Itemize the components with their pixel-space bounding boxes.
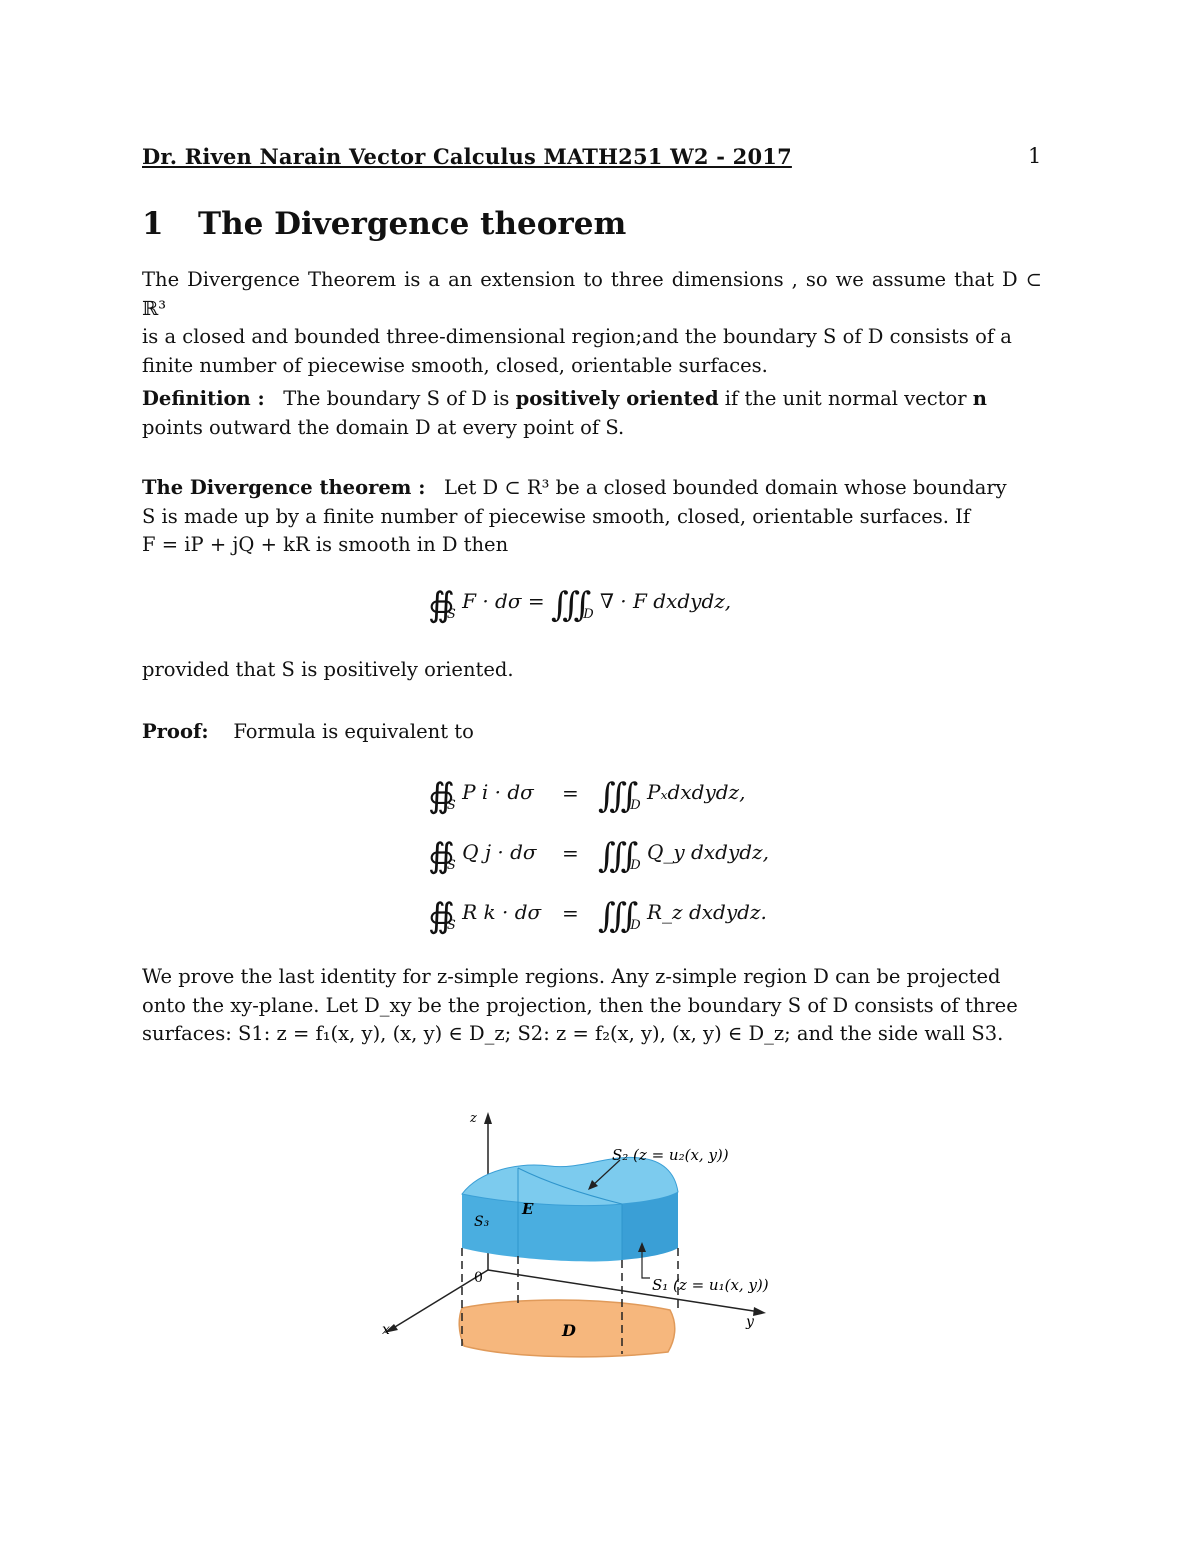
proof-rhs-q — [598, 836, 769, 876]
s2-label: S₂ (z = u₂(x, y)) — [612, 1146, 729, 1164]
theorem-line-3: F = iP + jQ + kR is smooth in D then — [142, 533, 509, 556]
page-header: Dr. Riven Narain Vector Calculus MATH251 W2 - 2017 — [142, 144, 792, 169]
proof-eq-sign: = — [562, 901, 579, 925]
surface-subscript: S — [446, 858, 456, 873]
normal-vector-symbol: n — [972, 387, 987, 410]
definition-text-b: if the unit normal vector — [718, 387, 973, 410]
theorem-label: The Divergence theorem : — [142, 476, 426, 499]
region-figure — [370, 1100, 840, 1370]
proof-line — [142, 718, 1042, 747]
proof-label: Proof: — [142, 720, 209, 743]
proof-eq-sign: = — [562, 781, 579, 805]
s1-label: S₁ (z = u₁(x, y)) — [652, 1276, 769, 1294]
closing-paragraph — [142, 963, 1042, 1049]
axis-x-label: x — [382, 1322, 390, 1338]
proof-rhs: R_z dxdydz. — [647, 900, 767, 924]
theorem-after: provided that S is positively oriented. — [142, 658, 514, 681]
axis-z-label: z — [470, 1111, 477, 1126]
proof-rhs: Pₓdxdydz, — [647, 780, 746, 804]
definition-line-2: points outward the domain D at every point of S. — [142, 415, 625, 439]
page-number: 1 — [1028, 144, 1042, 168]
solid-top — [462, 1157, 678, 1205]
surface-integral-symbol: ∯ — [428, 585, 445, 625]
definition-text-a: The boundary S of D is — [283, 387, 516, 410]
surface-subscript: S — [446, 607, 456, 622]
equation-lhs: F · dσ = — [462, 589, 545, 613]
divergence-equation — [428, 585, 731, 625]
e-label: E — [522, 1200, 534, 1218]
definition-block — [142, 385, 1042, 442]
volume-subscript: D — [630, 798, 641, 813]
surface-subscript: S — [446, 798, 456, 813]
theorem-line-1 — [142, 474, 1042, 503]
definition-label: Definition : — [142, 387, 265, 410]
equation-rhs: ∇ · F dxdydz, — [599, 589, 732, 613]
proof-lhs: Q j · dσ — [462, 840, 537, 864]
surface-subscript: S — [446, 918, 456, 933]
theorem-text-1: Let D ⊂ R³ be a closed bounded domain whose boundary — [444, 476, 1007, 499]
definition-line-1 — [142, 385, 1042, 414]
section-title — [142, 206, 626, 242]
d-label: D — [562, 1321, 576, 1340]
definition-term: positively oriented — [515, 387, 719, 410]
proof-lhs: R k · dσ — [462, 900, 542, 924]
section-number: 1 — [142, 206, 164, 242]
volume-integral-symbol: ∭ — [598, 836, 629, 876]
intro-line-3: finite number of piecewise smooth, closed, orientable surfaces. — [142, 353, 768, 377]
closing-line-3: surfaces: S1: z = f₁(x, y), (x, y) ∈ D_z; S2: z = f₂(x, y), (x, y) ∈ D_z; and the side wall S3. — [142, 1022, 1004, 1045]
proof-equation-p — [428, 776, 534, 816]
closing-line-1: We prove the last identity for z-simple regions. Any z-simple region D can be projected — [142, 965, 1001, 988]
theorem-line-2: S is made up by a finite number of piecewise smooth, closed, orientable surfaces. If — [142, 504, 971, 528]
volume-integral-symbol: ∭ — [550, 585, 582, 625]
proof-rhs-r — [598, 896, 767, 936]
volume-subscript: D — [583, 607, 594, 622]
theorem-block — [142, 474, 1042, 560]
s3-label: S₃ — [474, 1214, 490, 1230]
proof-lhs: P i · dσ — [462, 780, 534, 804]
intro-line-1: The Divergence Theorem is a an extension to three dimensions , so we assume that D ⊂ ℝ³ — [142, 268, 1042, 320]
intro-line-2: is a closed and bounded three-dimensional region;and the boundary S of D consists of a — [142, 325, 1012, 348]
surface-integral-symbol: ∯ — [428, 896, 445, 936]
proof-eq-sign: = — [562, 841, 579, 865]
proof-rhs: Q_y dxdydz, — [647, 840, 769, 864]
origin-label: 0 — [474, 1270, 483, 1286]
volume-integral-symbol: ∭ — [598, 896, 629, 936]
axis-y-label: y — [746, 1314, 754, 1330]
proof-equation-q — [428, 836, 537, 876]
proof-text: Formula is equivalent to — [233, 720, 474, 743]
section-title-text: The Divergence theorem — [198, 206, 627, 242]
closing-line-2: onto the xy-plane. Let D_xy be the projection, then the boundary S of D consists of three — [142, 993, 1018, 1017]
surface-integral-symbol: ∯ — [428, 776, 445, 816]
surface-integral-symbol: ∯ — [428, 836, 445, 876]
intro-paragraph — [142, 266, 1042, 380]
proof-rhs-p — [598, 776, 745, 816]
proof-equation-r — [428, 896, 541, 936]
volume-subscript: D — [630, 858, 641, 873]
volume-subscript: D — [630, 918, 641, 933]
volume-integral-symbol: ∭ — [598, 776, 629, 816]
